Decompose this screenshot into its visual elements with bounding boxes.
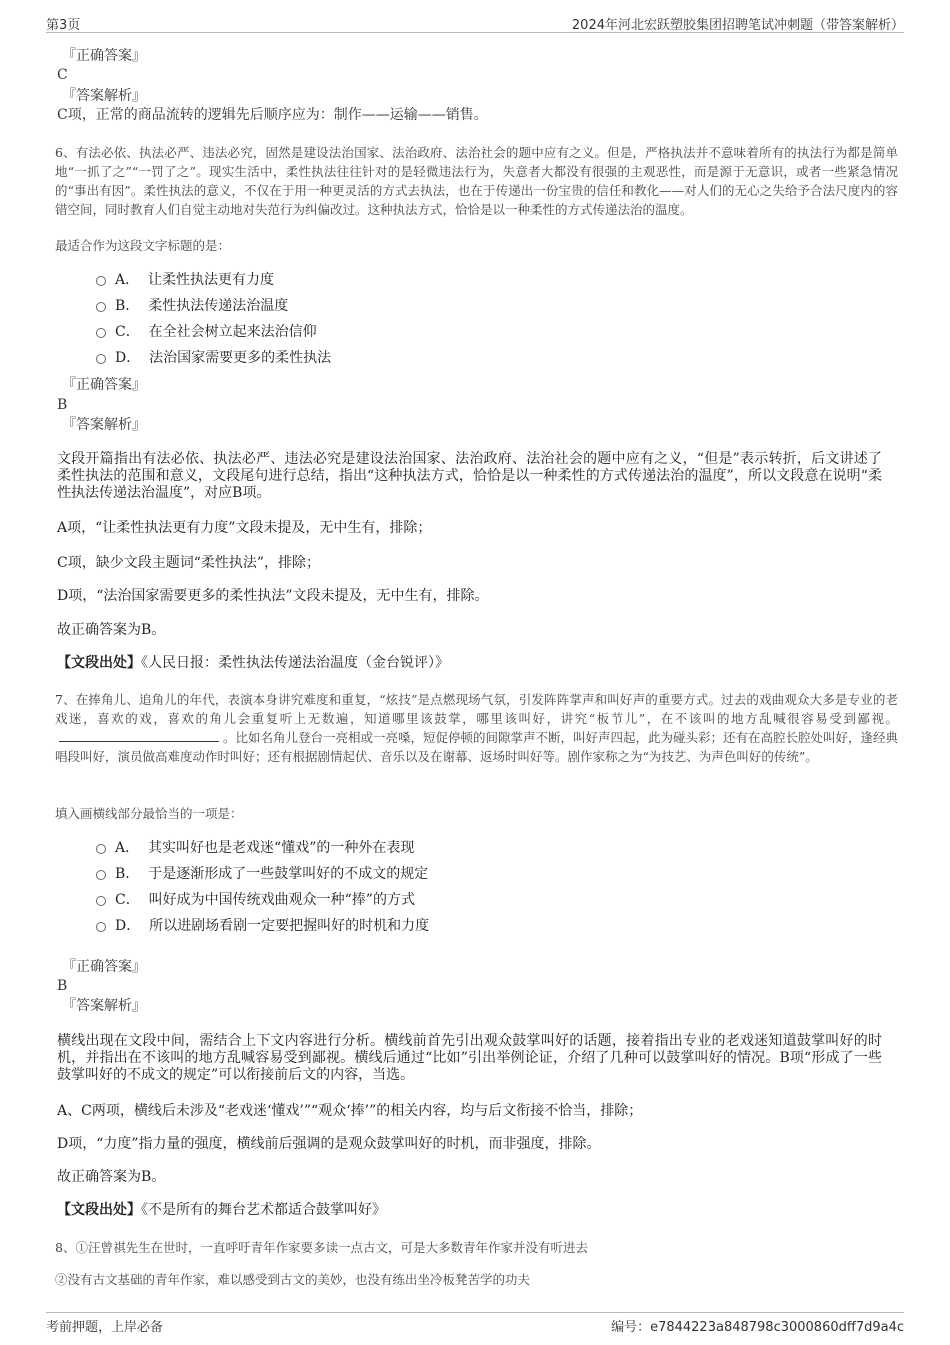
document-code: 编号：e7844223a848798c3000860dff7d9a4c xyxy=(611,1320,904,1335)
analysis-conclusion: 故正确答案为B。 xyxy=(57,1169,166,1185)
analysis-paragraph: D项，“法治国家需要更多的柔性执法”文段未提及，无中生有，排除。 xyxy=(57,588,489,604)
answer-label: 『正确答案』 xyxy=(62,959,146,975)
analysis-label: 『答案解析』 xyxy=(62,88,146,104)
option-a[interactable]: A． 其实叫好也是老戏迷“懂戏”的一种外在表现 xyxy=(96,835,429,861)
analysis-label: 『答案解析』 xyxy=(62,417,146,433)
option-b[interactable]: B． 柔性执法传递法治温度 xyxy=(96,293,331,319)
radio-icon[interactable] xyxy=(96,302,106,312)
question-8-line-2: ②没有古文基础的青年作家，难以感受到古文的美妙，也没有练出坐冷板凳苦学的功夫 xyxy=(55,1272,531,1287)
source-line: 【文段出处】《人民日报：柔性执法传递法治温度（金台锐评）》 xyxy=(57,655,449,671)
radio-icon[interactable] xyxy=(96,276,106,286)
radio-icon[interactable] xyxy=(96,896,106,906)
question-6-text: 6、有法必依、执法必严、违法必究，固然是建设法治国家、法治政府、法治社会的题中应有之义。但是，严格执法并不意味着所有的执法行为都是简单地“一抓了之”“一罚了之”。现实生活中，柔性执法往往针对的是轻微违法行为，失意者大都没有很强的主观恶性，而是源于无意识，或者一些紧急情况的“事出有因”。柔性执法的意义，不仅在于用一种更灵活的方式去执法，也在于传递出一份宝贵的信任和教化——对人们的无心之失给予合法尺度内的容错空间，同时教育人们自觉主动地对失范行为纠偏改过。这种执法方式，恰恰是以一种柔性的方式传递法治的温度。 xyxy=(55,145,898,217)
analysis-paragraph: D项，“力度”指力量的强度，横线前后强调的是观众鼓掌叫好的时机，而非强度，排除。 xyxy=(57,1136,601,1152)
fill-blank xyxy=(59,729,219,742)
analysis-conclusion: 故正确答案为B。 xyxy=(57,622,166,638)
analysis-paragraph: 文段开篇指出有法必依、执法必严、违法必究是建设法治国家、法治政府、法治社会的题中应有之义，“但是”表示转折，后文讲述了柔性执法的范围和意义，文段尾句进行总结，指出“这种执法方式，恰恰是以一种柔性的方式传递法治的温度”，所以文段意在说明“柔性执法传递法治温度”，对应B项。 xyxy=(57,451,882,501)
radio-icon[interactable] xyxy=(96,870,106,880)
option-c[interactable]: C． 叫好成为中国传统戏曲观众一种“捧”的方式 xyxy=(96,887,429,913)
page-number: 第3页 xyxy=(46,18,81,33)
footer-slogan: 考前押题，上岸必备 xyxy=(46,1320,164,1335)
answer-value: B xyxy=(57,978,68,994)
question-8-line-1: 8、①汪曾祺先生在世时，一直呼吁青年作家要多读一点古文，可是大多数青年作家并没有听进去 xyxy=(55,1240,588,1255)
radio-icon[interactable] xyxy=(96,844,106,854)
radio-icon[interactable] xyxy=(96,922,106,932)
question-6-options xyxy=(96,267,331,371)
radio-icon[interactable] xyxy=(96,328,106,338)
analysis-label: 『答案解析』 xyxy=(62,998,146,1014)
question-6-prompt: 最适合作为这段文字标题的是： xyxy=(55,238,231,253)
analysis-paragraph: A、C两项，横线后未涉及“老戏迷‘懂戏’”“观众‘捧’”的相关内容，均与后文衔接不恰当，排除； xyxy=(57,1103,643,1119)
answer-label: 『正确答案』 xyxy=(62,377,146,393)
source-line: 【文段出处】《不是所有的舞台艺术都适合鼓掌叫好》 xyxy=(57,1202,386,1218)
question-7-text: 7、在捧角儿、追角儿的年代，表演本身讲究难度和重复，“炫技”是点燃现场气氛，引发阵阵掌声和叫好声的重要方式。过去的戏曲观众大多是专业的老戏迷，喜欢的戏，喜欢的角儿会重复听上无数遍，知道哪里该鼓掌，哪里该叫好，讲究“板节儿”，在不该叫的地方乱喊很容易受到鄙视。。比如名角儿登台一亮相或一亮嗓，短促停顿的间隙掌声不断，叫好声四起，此为碰头彩；还有在高腔长腔处叫好，逢经典唱段叫好，演员做高难度动作时叫好；还有根据剧情起伏、音乐以及在谢幕、返场时叫好等。剧作家称之为“为技艺、为声色叫好的传统”。 xyxy=(55,692,899,764)
option-d[interactable]: D． 法治国家需要更多的柔性执法 xyxy=(96,345,331,371)
option-d[interactable]: D． 所以进剧场看剧一定要把握叫好的时机和力度 xyxy=(96,913,429,939)
option-a[interactable]: A． 让柔性执法更有力度 xyxy=(96,267,331,293)
answer-value: C xyxy=(57,67,68,83)
answer-label: 『正确答案』 xyxy=(62,48,146,64)
page-header xyxy=(46,10,904,33)
analysis-text: C项，正常的商品流转的逻辑先后顺序应为：制作——运输——销售。 xyxy=(57,107,488,123)
option-c[interactable]: C． 在全社会树立起来法治信仰 xyxy=(96,319,331,345)
analysis-paragraph: 横线出现在文段中间，需结合上下文内容进行分析。横线前首先引出观众鼓掌叫好的话题，接着指出专业的老戏迷知道鼓掌叫好的时机，并指出在不该叫的地方乱喊容易受到鄙视。横线后通过“比如”引出举例论证，介绍了几种可以鼓掌叫好的情况。B项“形成了一些鼓掌叫好的不成文的规定”可以衔接前后文的内容，当选。 xyxy=(57,1033,882,1083)
question-7-prompt: 填入画横线部分最恰当的一项是： xyxy=(55,806,243,821)
answer-value: B xyxy=(57,397,68,413)
document-title: 2024年河北宏跃塑胶集团招聘笔试冲刺题（带答案解析） xyxy=(571,18,904,33)
analysis-paragraph: A项，“让柔性执法更有力度”文段未提及，无中生有，排除； xyxy=(57,520,432,536)
question-7-options xyxy=(96,835,429,939)
analysis-paragraph: C项，缺少文段主题词“柔性执法”，排除； xyxy=(57,555,321,571)
page-footer xyxy=(46,1312,904,1335)
option-b[interactable]: B． 于是逐渐形成了一些鼓掌叫好的不成文的规定 xyxy=(96,861,429,887)
radio-icon[interactable] xyxy=(96,354,106,364)
